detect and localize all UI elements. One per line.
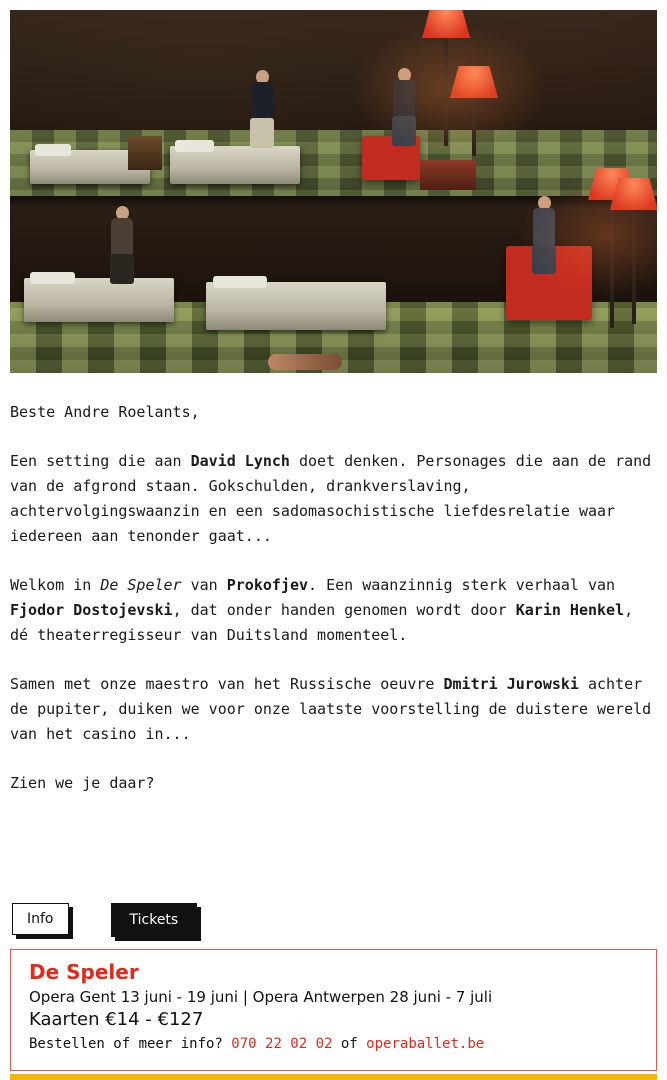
p1-part-c: doet denken. Personages die aan de rand van de afgrond staan. Gokschulden, drankverslaving, achtervolgingswaanzin en een sadomasochistische liefdesrelatie waar iedereen aan tenonder gaat... [10,452,661,545]
p2-part-e: . Een waanzinnig sterk verhaal van [308,576,625,594]
figure-body [393,80,415,120]
bottom-color-strip [10,1074,657,1080]
floor-lamp [632,208,636,324]
info-button[interactable]: Info [12,903,69,935]
figure-legs [392,116,416,146]
performance-info-card [10,949,657,1071]
order-prefix-text: Bestellen of meer info? [29,1036,232,1052]
p2-part-c: van [181,576,227,594]
website-link[interactable]: operaballet.be [366,1036,485,1052]
closing-text: Zien we je daar? [10,774,155,792]
p2-part-g: , dat onder handen genomen wordt door [172,601,516,619]
card-dates: Opera Gent 13 juni - 19 juni | Opera Antwerpen 28 juni - 7 juli [29,988,493,1006]
phone-link[interactable]: 070 22 02 02 [231,1036,333,1052]
figure-body [533,208,555,248]
tickets-button-wrap [111,903,198,937]
card-order-line [29,1036,638,1052]
figure-legs [110,254,134,284]
p2-emphasis-dostojevski: Fjodor Dostojevski [10,601,173,619]
p2-part-a: Welkom in [10,576,101,594]
bed [24,278,174,322]
tickets-button[interactable]: Tickets [111,903,198,937]
paragraph-maestro [10,672,661,747]
figure-lying-on-floor [268,354,342,370]
cta-button-group [12,903,197,937]
bed [170,146,300,184]
floor-lamp [444,36,448,146]
bed [206,282,386,330]
info-button-wrap [12,903,69,935]
p3-part-c: achter de pupiter, duiken we voor onze laatste voorstelling de duistere wereld van het casino in... [10,675,661,743]
p2-emphasis-karin-henkel: Karin Henkel [515,601,625,619]
figure-body [251,82,273,122]
p2-emphasis-prokofjev: Prokofjev [226,576,309,594]
upper-room-wall [10,10,657,132]
lamp-shade [422,10,470,38]
p2-title-de-speler: De Speler [100,576,182,594]
order-mid-text: of [332,1036,367,1052]
p1-part-a: Een setting die aan [10,452,191,470]
email-body [10,400,661,820]
floor-lamp [610,198,614,328]
hero-stage-photo [10,10,657,373]
greeting-line [10,400,657,425]
side-table [420,160,476,190]
figure-body [111,218,133,258]
nightstand [128,136,162,170]
p1-emphasis-david-lynch: David Lynch [190,452,290,470]
paragraph-closing [10,771,657,796]
paragraph-setting [10,449,661,549]
card-price: Kaarten €14 - €127 [29,1009,204,1030]
floor-divider [10,196,657,206]
paragraph-welcome [10,573,657,648]
p3-part-a: Samen met onze maestro van het Russische oeuvre [10,675,444,693]
p3-emphasis-dmitri-jurowski: Dmitri Jurowski [443,675,579,693]
floor-lamp [472,96,476,156]
figure-legs [250,118,274,148]
figure-legs [532,244,556,274]
card-title: De Speler [29,960,139,984]
greeting-text: Beste Andre Roelants, [10,403,200,421]
p2-part-i: , dé theaterregisseur van Duitsland momenteel. [10,601,643,644]
